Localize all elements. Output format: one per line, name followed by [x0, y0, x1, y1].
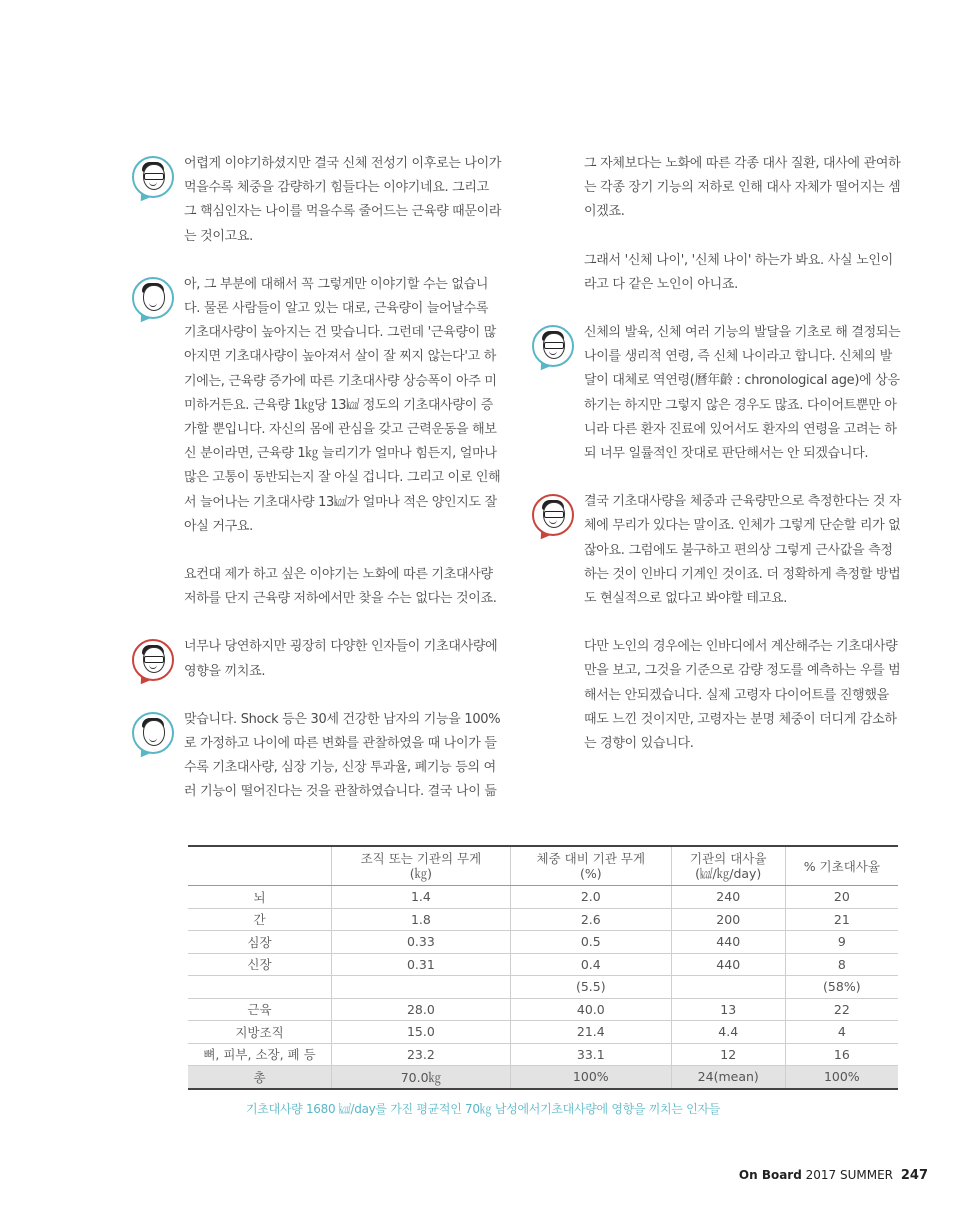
table-cell: 4.4: [671, 1021, 785, 1044]
page-number: 247: [900, 1168, 928, 1183]
table-cell: [332, 976, 511, 999]
paragraph: 아, 그 부분에 대해서 꼭 그렇게만 이야기할 수는 없습니 다. 물론 사람들이 알고 있는 대로, 근육량이 늘어날수록 기초대사량이 높아지는 건 맞습니다. 그런데 '근육량이 많 아지면 기초대사량이 높아져서 살이 잘 찌지 않는다'고 하 기에는, 근육량 증가에 따른 기초대사량 상승폭이 아주 미 미하거든요. 근육량 1㎏당 13㎉ 정도의 기초대사량이 증 가할 뿐입니다. 자신의 몸에 관심을 갖고 근력운동을 해보 신 분이라면, 근육량 1㎏ 늘리기가 얼마나 힘든지, 얼마나 많은 고통이 동반되는지 잘 아실 겁니다. 그리고 이로 인해 서 늘어나는 기초대사량 13㎉가 얼마나 적은 양인지도 잘 아실 거구요.: [184, 276, 501, 534]
table-cell: 23.2: [332, 1043, 511, 1066]
table-cell: 440: [671, 953, 785, 976]
table-cell: 240: [671, 886, 785, 909]
table-cell: 200: [671, 908, 785, 931]
dialogue-block-8: [584, 321, 904, 466]
table-cell: 총: [188, 1066, 332, 1089]
table-cell: 440: [671, 931, 785, 954]
paragraph: 다만 노인의 경우에는 인바디에서 계산해주는 기초대사량 만을 보고, 그것을 기준으로 감량 정도를 예측하는 우를 범 해서는 안되겠습니다. 실제 고령자 다이어트를 진행했을 때도 느낀 것이지만, 고령자는 분명 체중이 더디게 감소하 는 경향이 있습니다.: [584, 639, 901, 752]
table-cell: 13: [671, 998, 785, 1021]
table-caption: 기초대사량 1680 ㎉/day를 가진 평균적인 70㎏ 남성에서기초대사량에 영향을 끼치는 인자들: [245, 1102, 720, 1116]
table-cell: 근육: [188, 998, 332, 1021]
table-cell: 0.31: [332, 953, 511, 976]
table-row: [188, 1021, 898, 1044]
table-cell: 1.8: [332, 908, 511, 931]
table-cell: 15.0: [332, 1021, 511, 1044]
table-cell: (5.5): [510, 976, 671, 999]
table-cell: 21.4: [510, 1021, 671, 1044]
table-cell: 100%: [785, 1066, 898, 1089]
table-cell: 12: [671, 1043, 785, 1066]
dialogue-block-3: [184, 563, 504, 611]
right-column: [584, 152, 904, 780]
table-cell: 24(mean): [671, 1066, 785, 1089]
dialogue-block-10: [584, 635, 904, 756]
table-cell: 1.4: [332, 886, 511, 909]
table-total-row: [188, 1066, 898, 1089]
table-cell: 8: [785, 953, 898, 976]
table-cell: 21: [785, 908, 898, 931]
issue-label: 2017 SUMMER: [805, 1168, 894, 1182]
table-cell: 간: [188, 908, 332, 931]
dialogue-block-6: [584, 152, 904, 225]
metabolic-rate-table: [188, 845, 898, 1090]
paragraph: 맞습니다. Shock 등은 30세 건강한 남자의 기능을 100% 로 가정하고 나이에 따른 변화를 관찰하였을 때 나이가 들 수록 기초대사량, 심장 기능, 신장 투과율, 폐기능 등의 여 러 기능이 떨어진다는 것을 관찰하였습니다. 결국 나이 듦: [184, 711, 501, 800]
left-column: [184, 152, 504, 829]
table-header-cell: % 기초대사율: [785, 846, 898, 886]
table-cell: 28.0: [332, 998, 511, 1021]
table-row: [188, 1043, 898, 1066]
table-cell: 지방조직: [188, 1021, 332, 1044]
table-cell: 22: [785, 998, 898, 1021]
doctor-avatar-icon: [532, 494, 574, 536]
dialogue-block-9: [584, 490, 904, 611]
table-cell: 9: [785, 931, 898, 954]
table-cell: [671, 976, 785, 999]
interviewer-avatar-icon: [132, 156, 174, 198]
page-footer: [739, 1168, 928, 1183]
table-cell: 뼈, 피부, 소장, 폐 등: [188, 1043, 332, 1066]
table-header-cell: [188, 846, 332, 886]
table-cell: (58%): [785, 976, 898, 999]
table-header-row: [188, 846, 898, 886]
table-subtotal-row: [188, 976, 898, 999]
paragraph: 요컨대 제가 하고 싶은 이야기는 노화에 따른 기초대사량 저하를 단지 근육량 저하에서만 찾을 수는 없다는 것이죠.: [184, 567, 497, 607]
table-cell: 2.0: [510, 886, 671, 909]
paragraph: 결국 기초대사량을 체중과 근육량만으로 측정한다는 것 자 체에 무리가 있다는 말이죠. 인체가 그렇게 단순할 리가 없 잖아요. 그럼에도 불구하고 편의상 그렇게 근사값을 측정 하는 것이 인바디 기계인 것이죠. 더 정확하게 측정할 방법 도 현실적으로 없다고 봐야할 테고요.: [584, 494, 902, 607]
table-cell: 4: [785, 1021, 898, 1044]
paragraph: 신체의 발육, 신체 여러 기능의 발달을 기초로 해 결정되는 나이를 생리적 연령, 즉 신체 나이라고 합니다. 신체의 발 달이 대체로 역연령(曆年齡 : chronological age)에 상응 하기는 하지만 그렇지 않은 경우도 많죠. 다이어트뿐만 아 니라 다른 환자 진료에 있어서도 환자의 연령을 고려는 하 되 너무 일률적인 잣대로 판단해서는 안 되겠습니다.: [584, 325, 901, 462]
table-cell: 0.33: [332, 931, 511, 954]
doctor-avatar-icon: [132, 639, 174, 681]
table-cell: 20: [785, 886, 898, 909]
magazine-brand: On Board: [738, 1168, 802, 1182]
paragraph: 그래서 '신체 나이', '신체 나이' 하는가 봐요. 사실 노인이 라고 다 같은 노인이 아니죠.: [584, 252, 893, 292]
table-cell: 16: [785, 1043, 898, 1066]
paragraph: 어렵게 이야기하셨지만 결국 신체 전성기 이후로는 나이가 먹을수록 체중을 감량하기 힘들다는 이야기네요. 그리고 그 핵심인자는 나이를 먹을수록 줄어드는 근육량 때문이라 는 것이고요.: [184, 156, 502, 244]
dialogue-block-5: [184, 708, 504, 805]
interviewer-avatar-icon: [532, 325, 574, 367]
doctor-avatar-icon: [132, 712, 174, 754]
dialogue-block-4: [184, 635, 504, 683]
table-cell: 심장: [188, 931, 332, 954]
table-header-cell: 기관의 대사율 (㎉/㎏/day): [671, 846, 785, 886]
dialogue-block-1: [184, 152, 504, 249]
table-cell: 신장: [188, 953, 332, 976]
table-row: [188, 998, 898, 1021]
table-cell: 70.0㎏: [332, 1066, 511, 1089]
table-cell: 100%: [510, 1066, 671, 1089]
paragraph: 너무나 당연하지만 굉장히 다양한 인자들이 기초대사량에 영향을 끼치죠.: [184, 639, 498, 679]
dialogue-block-7: [584, 249, 904, 297]
paragraph: 그 자체보다는 노화에 따른 각종 대사 질환, 대사에 관여하 는 각종 장기 기능의 저하로 인해 대사 자체가 떨어지는 셈 이겠죠.: [584, 156, 901, 220]
table-cell: 40.0: [510, 998, 671, 1021]
table-header-cell: 체중 대비 기관 무게 (%): [510, 846, 671, 886]
table-cell: 2.6: [510, 908, 671, 931]
table-header-cell: 조직 또는 기관의 무게 (㎏): [332, 846, 511, 886]
doctor-avatar-icon: [132, 277, 174, 319]
dialogue-block-2: [184, 273, 504, 539]
table-row: [188, 886, 898, 909]
table-row: [188, 908, 898, 931]
table-cell: [188, 976, 332, 999]
table-row: [188, 953, 898, 976]
table-cell: 33.1: [510, 1043, 671, 1066]
table-cell: 뇌: [188, 886, 332, 909]
table-cell: 0.5: [510, 931, 671, 954]
table-row: [188, 931, 898, 954]
table-cell: 0.4: [510, 953, 671, 976]
